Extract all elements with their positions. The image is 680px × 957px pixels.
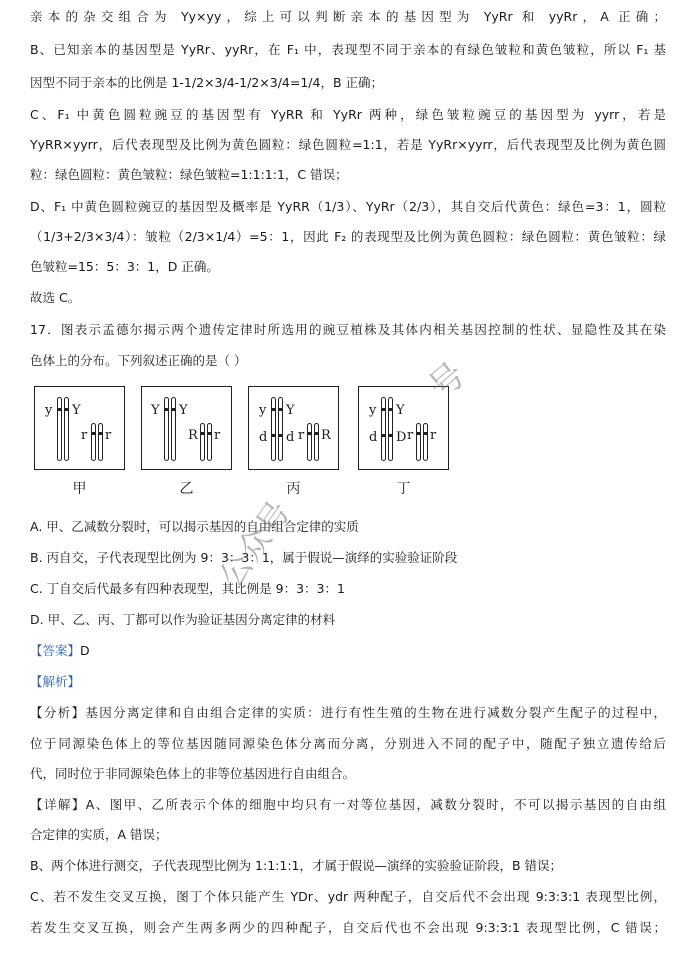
panel-jia — [34, 386, 125, 470]
allele-label: y — [369, 403, 377, 418]
allele-label: d — [286, 430, 295, 445]
allele-label: y — [45, 403, 53, 418]
allele-label: Y — [151, 403, 160, 418]
allele-label: r — [105, 428, 112, 443]
text-line: 因型不同于亲本的比例是 1-1/2×3/4-1/2×3/4=1/4，B 正确； — [30, 75, 384, 90]
allele-label: Y — [72, 403, 81, 418]
panel-label: 丁 — [396, 481, 411, 497]
panel-bing — [248, 386, 339, 470]
text-line: （1/3+2/3×3/4）：皱粒（2/3×1/4）=5：1，因此 F₂ 的表现型及比例为黄色圆粒：绿色圆粒：黄色皱粒：绿 — [30, 229, 666, 244]
text-line: C、F₁ 中黄色圆粒豌豆的基因型有 YyRR 和 YyRr 两种，绿色皱粒豌豆的基因型为 yyrr，若是 — [30, 107, 666, 122]
chromosome — [64, 397, 69, 461]
analysis-line: 位于同源染色体上的等位基因随同源染色体分离而分离，分别进入不同的配子中，随配子独立遗传给后 — [30, 736, 666, 751]
answer-value: D — [80, 643, 90, 658]
analysis-line: 代，同时位于非同源染色体上的非等位基因进行自由组合。 — [30, 766, 356, 781]
allele-label: Y — [396, 403, 405, 418]
chromosome — [98, 423, 103, 461]
chromosome — [388, 397, 393, 461]
text-line: 粒：绿色圆粒：黄色皱粒：绿色皱粒=1:1:1:1，C 错误； — [30, 167, 348, 182]
question-stem: 色体上的分布。下列叙述正确的是（ ） — [30, 353, 247, 368]
chromosome — [307, 423, 312, 461]
chromosome — [164, 397, 169, 461]
analysis-line: C、若不发生交叉互换，图丁个体只能产生 YDr、ydr 两种配子，自交后代不会出现 9:3:3:1 表现型比例， — [30, 889, 666, 904]
analysis-line: 若发生交叉互换，则会产生两多两少的四种配子，自交后代也不会出现 9:3:3:1 表现型比例，C 错误； — [30, 920, 666, 935]
watermark: 号 — [421, 354, 474, 408]
text-line: 色皱粒=15：5：3：1，D 正确。 — [30, 259, 219, 274]
chromosome — [57, 397, 62, 461]
analysis-line: 【分析】基因分离定律和自由组合定律的实质：进行有性生殖的生物在进行减数分裂产生配子的过程中， — [30, 705, 666, 720]
option-c: C. 丁自交后代最多有四种表现型，其比例是 9：3：3：1 — [30, 581, 345, 596]
panel-label: 丙 — [286, 481, 301, 497]
allele-label: D — [396, 430, 407, 445]
chromosome-figure — [34, 386, 494, 498]
analysis-line: 合定律的实质，A 错误； — [30, 827, 168, 842]
text-line: 亲本的杂交组合为 Yy×yy，综上可以判断亲本的基因型为 YyRr 和 yyRr，A 正确； — [30, 9, 666, 24]
allele-label: r — [407, 428, 414, 443]
chromosome — [207, 423, 212, 461]
chromosome — [271, 397, 276, 461]
chromosome — [91, 423, 96, 461]
option-a: A. 甲、乙减数分裂时，可以揭示基因的自由组合定律的实质 — [30, 519, 359, 534]
question-stem: 17．图表示孟德尔揭示两个遗传定律时所选用的豌豆植株及其体内相关基因控制的性状、显隐性及其在染 — [30, 322, 666, 337]
allele-label: r — [214, 428, 221, 443]
panel-label: 乙 — [179, 481, 194, 497]
chromosome — [278, 397, 283, 461]
allele-label: r — [430, 428, 437, 443]
allele-label: Y — [286, 403, 295, 418]
text-line: D、F₁ 中黄色圆粒豌豆的基因型及概率是 YyRR（1/3）、YyRr（2/3），其自交后代黄色：绿色=3：1，圆粒 — [30, 199, 666, 214]
allele-label: r — [298, 428, 305, 443]
allele-label: Y — [179, 403, 188, 418]
text-line: B、已知亲本的基因型是 YyRr、yyRr，在 F₁ 中，表现型不同于亲本的有绿色皱粒和黄色皱粒，所以 F₁ 基 — [30, 42, 666, 57]
allele-label: d — [369, 430, 378, 445]
analysis-line: B、两个体进行测交，子代表现型比例为 1:1:1:1，才属于假说—演绎的实验验证阶段，B 错误； — [30, 858, 563, 873]
panel-label: 甲 — [72, 481, 87, 497]
option-d: D. 甲、乙、丙、丁都可以作为验证基因分离定律的材料 — [30, 612, 336, 627]
text-line: YyRR×yyrr，后代表现型及比例为黄色圆粒：绿色圆粒=1:1，若是 YyRr×yyrr，后代表现型及比例为黄色圆 — [30, 137, 666, 152]
analysis-line: 【详解】A、图甲、乙所表示个体的细胞中均只有一对等位基因，减数分裂时，不可以揭示基因的自由组 — [30, 797, 666, 812]
chromosome — [416, 423, 421, 461]
watermark: 公众号 — [211, 493, 298, 595]
chromosome — [381, 397, 386, 461]
allele-label: R — [321, 428, 331, 443]
allele-label: R — [188, 428, 198, 443]
allele-label: d — [259, 430, 268, 445]
panel-ding — [358, 386, 449, 470]
chromosome — [200, 423, 205, 461]
text-line: 故选 C。 — [30, 290, 81, 305]
answer-line — [30, 642, 666, 660]
allele-label: r — [81, 428, 88, 443]
panel-yi — [141, 386, 232, 470]
answer-tag: 【答案】 — [30, 643, 81, 658]
chromosome — [171, 397, 176, 461]
allele-label: y — [259, 403, 267, 418]
chromosome — [314, 423, 319, 461]
chromosome — [423, 423, 428, 461]
analysis-tag: 【解析】 — [30, 674, 81, 689]
option-b: B. 丙自交，子代表现型比例为 9：3：3：1，属于假说—演绎的实验验证阶段 — [30, 550, 458, 565]
